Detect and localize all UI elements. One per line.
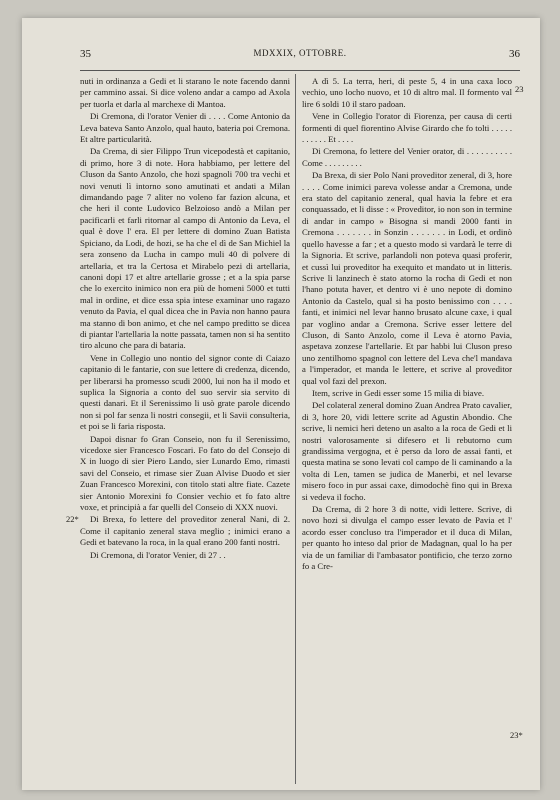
margin-note: 22* (66, 514, 79, 524)
column-divider (295, 74, 296, 784)
page-number-right: 36 (509, 48, 520, 60)
paragraph: Da Crema, di 2 hore 3 di notte, vidi lettere. Scrive, di novo hozi si divulga el campo esser levato de Pavia et l' acordo esser concluso tra l'imperador et il duca di Milan, per quanto ho inteso dal prior de Madagnan, qual lo ha per via de un familiar di l'ambasator pontificio, che terzo zorno fo a Cre- (302, 504, 512, 572)
paragraph: Di Cremona, fo lettere del Venier orator, di . . . . . . . . . . Come . . . . . . . . . (302, 146, 512, 168)
paragraph: Vene in Collegio l'orator di Fiorenza, per causa di certi formenti di quel fiorentino Alvise Girardo che fo tolti . . . . . . . . . . . Et . . . . (302, 111, 512, 145)
right-column (302, 76, 512, 573)
paragraph: Item, scrive in Gedi esser some 15 milia di biave. (312, 387, 485, 398)
paragraph: Da Brexa, di sier Polo Nani proveditor zeneral, di 3, hore . . . . Come inimici pareva volesse andar a Cremona, unde era stato del capitanio zeneral, qual havia la febre et era conquassado, et li disse : « Proveditor, io non son in termine di andar in campo » Bisogna si mandi 2000 fanti in Cremona . . . . . . . in Sonzin . . . . . . . in Lodi, et ordinò quello havesse a far ; et a questo modo si vardarà le terre di la Signoria. Et scrive, parlandoli non poteva quasi proferir, et cussì lui proveditor ha exequito et mandato ut in litteris. Scrive li lanzinech è stato atorno la rocha di Gedi et non l'hano potuta haver, et dentro vi è uno nepote di domino Antonio da Castelo, qual si ha posto benissimo con . . . . fanti, et inimici nel levar hanno brusato alcune caxe, i qual par voglino andar a Cremona. Scrive esser lettere del Cluson, di Santo Anzolo, come il Leva è atorno Pavia, aspetava zonzese l'artellarie. Et par habbi lui Cluson preso uno zentilhomo spagnol con lettere del Leva che'l mandava a l'imperador, et manda le lettere, et scrive al proveditor qual vol fazi del prexon. (302, 170, 512, 386)
margin-note: 23* (510, 730, 523, 740)
page-number-left: 35 (80, 48, 91, 60)
paragraph: A dì 5. La terra, heri, di peste 5, 4 in una caxa loco vechio, uno locho nuovo, et 10 di altro mal. Il formento val lire 6 soldi 10 il staro padoan. (302, 76, 512, 109)
paragraph: Vene in Collegio uno nontio del signor conte di Caiazo capitanio di le fantarie, con sue lettere di credenza, dicendo, per liberarsi ha promesso scudi 2000, lui non ha il modo et suplica la Signoria a conto del suo servir sia servito di questi danari. Et il Serenissimo li usò grate parole dicendo non si pol far senza li nostri consegii, et li Savii consulteria, et poi se li faria risposta. (80, 352, 290, 432)
running-title: MDXXIX, OTTOBRE. (253, 48, 347, 58)
running-header (80, 48, 520, 66)
left-column (80, 76, 290, 562)
book-page (22, 18, 540, 790)
margin-note: 23 (515, 84, 524, 94)
paragraph: Di Cremona, di l'orator Venier di . . . . Come Antonio da Leva bateva Santo Anzolo, qual hauto, bateria poi Cremona. Et altre particularità. (80, 111, 290, 145)
paragraph: Da Crema, di sier Filippo Trun vicepodestà et capitanio, di primo, hore 3 di note. Hora habbiamo, per lettere del Cluson da Santo Anzolo, che hozi spagnoli 700 tra vechi et novi venuti lì intorno sono amutinati et andati a Milan dimandando page 7 aliter no voleno far fazion alcuna, et che heri il conte Ludovico Belzoioso andò a Milan per pacificarli et farli ritornar al campo di Antonio da Leva, el qual è dove l' era. El per lettere di domino Zuan Batista Spiciano, da Lodi, de hozi, se ha che el dì de San Michiel la sera zonseno da Lucha in campo muli 40 di polvere di artellaria, et tra la Certosa et Mirabelo pezi di artellaria, canoni dopi 17 et altre artellarie grosse ; et a la spia parse che lo exercito inimico non era più de homeni 5000 et tutti mal in ordine, et dice essa spia intese examinar uno ragazo venuto da Pavia, el qual dicea che in Pavia non hanno paura ma stanno di bon animo, et che nel campo preditto se dicea di piantar l'artellaria la notte passata, tamen non si ha sentito tiro alcuno che para di bataria. (80, 146, 290, 351)
paragraph: Di Cremona, di l'orator Venier, di 27 . . (90, 549, 226, 560)
header-rule (80, 70, 520, 71)
paragraph: Del colateral zeneral domino Zuan Andrea Prato cavalier, di 3, hore 20, vidi lettere scrite ad Agustin Abondio. Che scrive, li nemici heri deteno un asalto a la roca de Gedi et li nostri valorosamente si difesero et li rebutorno cum grandissima vergogna, et è perso da loro de assai fanti, et questa matina se sono levati col campo de li caminando a la volta di Len, tamen se judica de Manerbi, et nel levarse misero foco in pur assai caxe, dimodochè fino qui in Brexa si vedeva il focho. (302, 400, 512, 502)
paragraph: Di Brexa, fo lettere del proveditor zeneral Nani, di 2. Come il capitanio zeneral stava meglio ; inimici erano a Gedi et batevano la roca, in la qual erano 200 fanti nostri. (80, 514, 290, 548)
paragraph: nuti in ordinanza a Gedi et li starano le note facendo danni per cammino assai. Si dice voleno andar a campo ad Axola per tuorla et darla al marchexe di Mantoa. (80, 76, 290, 109)
paragraph: Dapoi disnar fo Gran Conseio, non fu il Serenissimo, vicedoxe sier Francesco Foscari. Fo fato do del Consejo di X in luogo di sier Piero Lando, sier Lunardo Emo, rimasti savi del Conseio, et rimase sier Zuan Alvise Duodo et sier Zuan Francesco Morexini, con titolo stati altre fiate. Cazete sier Antonio Morexini fo Consier vechio et fo fato altre voxe, et principià a far quelli del Conseio di XXX nuovi. (80, 433, 290, 513)
